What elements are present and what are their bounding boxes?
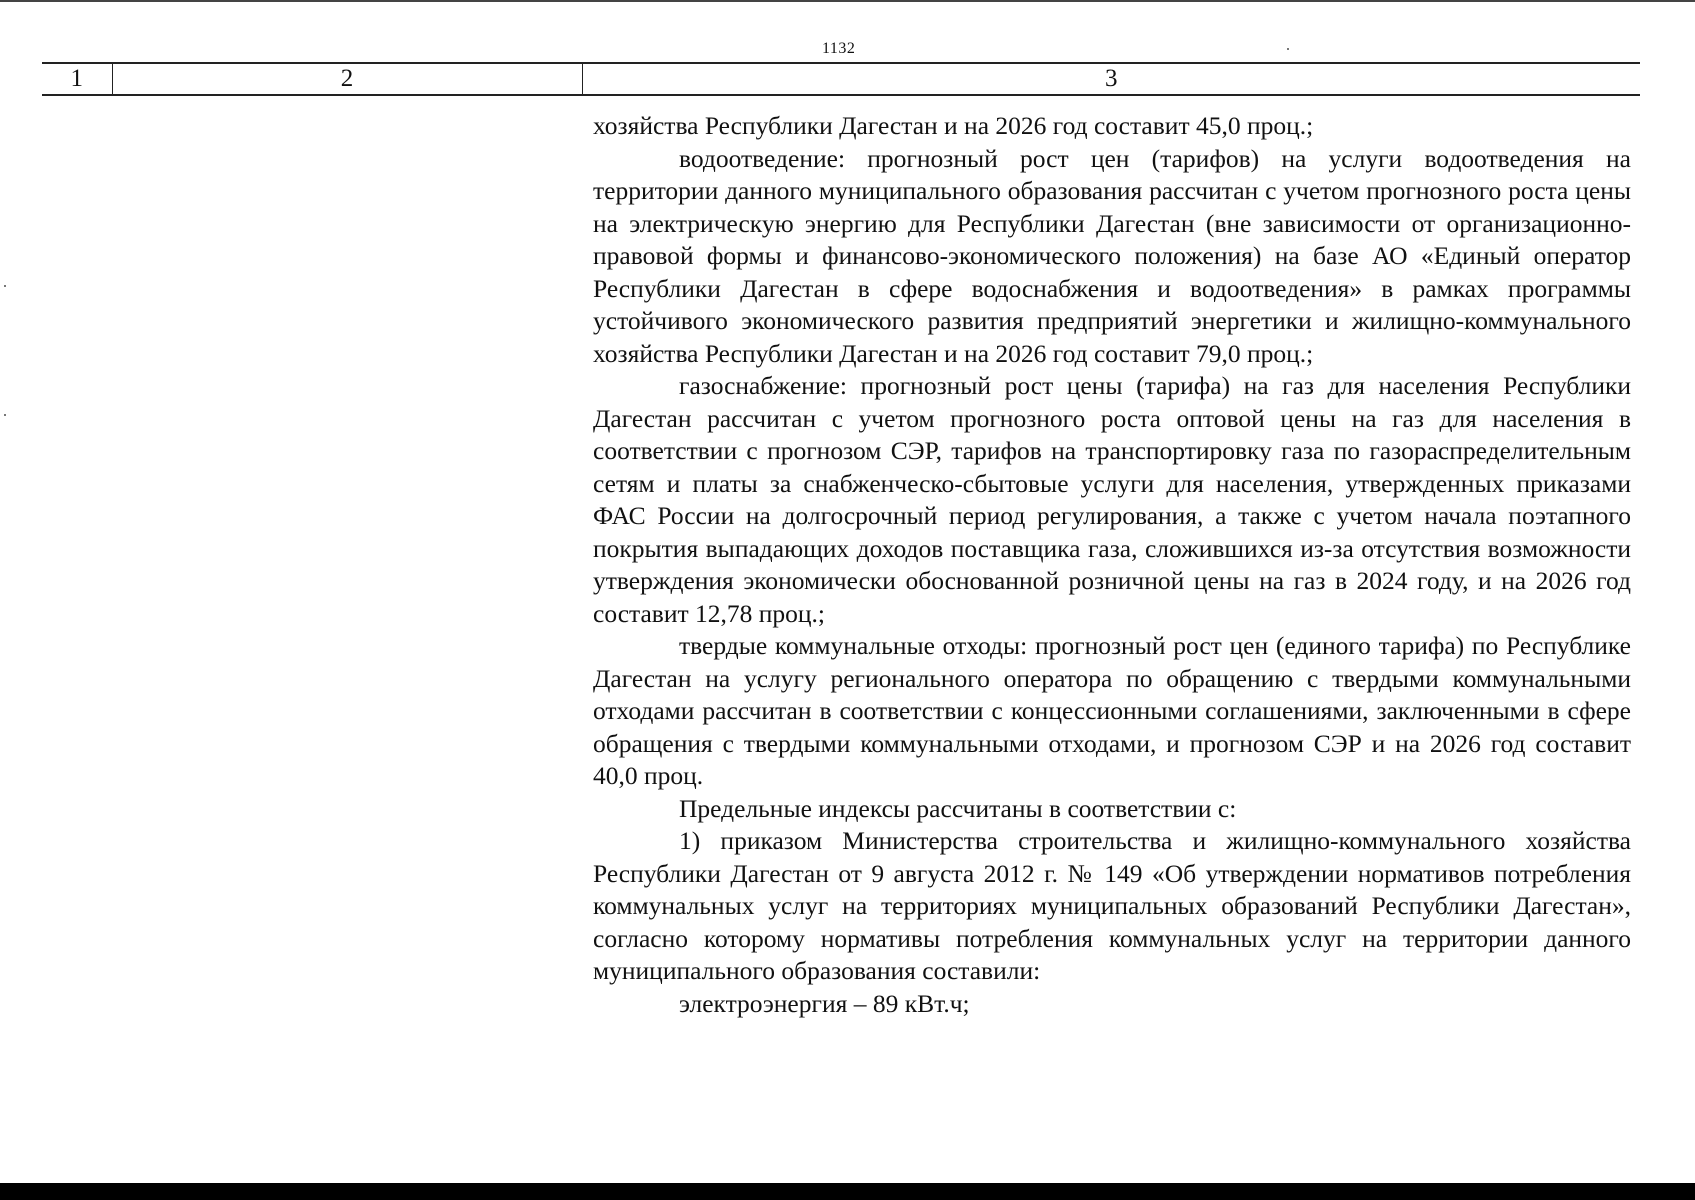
scan-speck (4, 285, 6, 287)
table-header-row (42, 62, 1640, 96)
column-3-body-text (593, 110, 1631, 1020)
column-number-3: 3 (582, 63, 1640, 95)
paragraph-water-supply-tail: хозяйства Республики Дагестан и на 2026 год составит 45,0 проц.; (593, 111, 1314, 140)
column-number-2: 2 (112, 63, 582, 95)
column-number-1: 1 (42, 63, 112, 95)
scan-speck (4, 414, 6, 416)
paragraph-solid-waste: твердые коммунальные отходы: прогнозный рост цен (единого тарифа) по Республике Дагестан на услугу регионального оператора по обращению с твердыми коммунальными отходами рассчитан в соответствии с концессионными соглашениями, заключенными в сфере обращения с твердыми коммунальными отходами, и прогнозом СЭР и на 2026 год составит 40,0 проц. (593, 631, 1631, 790)
paragraph-wastewater: водоотведение: прогнозный рост цен (тарифов) на услуги водоотведения на территории данного муниципального образования рассчитан с учетом прогнозного роста цены на электрическую энергию для Республики Дагестан (вне зависимости от организационно-правовой формы и финансово-экономического положения) на базе АО «Единый оператор Республики Дагестан в сфере водоснабжения и водоотведения» в рамках программы устойчивого экономического развития предприятий энергетики и жилищно-коммунального хозяйства Республики Дагестан и на 2026 год составит 79,0 проц.; (593, 143, 1631, 368)
scan-bottom-edge (0, 1183, 1695, 1200)
scan-top-edge (0, 0, 1695, 2)
paragraph-electricity-norm: электроэнергия – 89 кВт.ч; (679, 988, 970, 1018)
paragraph-ministry-order: 1) приказом Министерства строительства и жилищно-коммунального хозяйства Республики Дагестан от 9 августа 2012 г. № 149 «Об утверждении нормативов потребления коммунальных услуг на территориях муниципальных образований Республики Дагестан», согласно которому нормативы потребления коммунальных услуг на территории данного муниципального образования составили: (593, 826, 1631, 985)
paragraph-indices-intro: Предельные индексы рассчитаны в соответствии с: (679, 793, 1237, 823)
page-number: 1132 (822, 40, 856, 57)
paragraph-gas-supply: газоснабжение: прогнозный рост цены (тарифа) на газ для населения Республики Дагестан рассчитан с учетом прогнозного роста оптовой цены на газ для населения в соответствии с прогнозом СЭР, тарифов на транспортировку газа по газораспределительным сетям и платы за снабженческо-сбытовые услуги для населения, утвержденных приказами ФАС России на долгосрочный период регулирования, а также с учетом начала поэтапного покрытия выпадающих доходов поставщика газа, сложившихся из-за отсутствия возможности утверждения экономически обоснованной розничной цены на газ в 2024 году, и на 2026 год составит 12,78 проц.; (593, 371, 1631, 628)
scan-speck (1287, 48, 1289, 50)
